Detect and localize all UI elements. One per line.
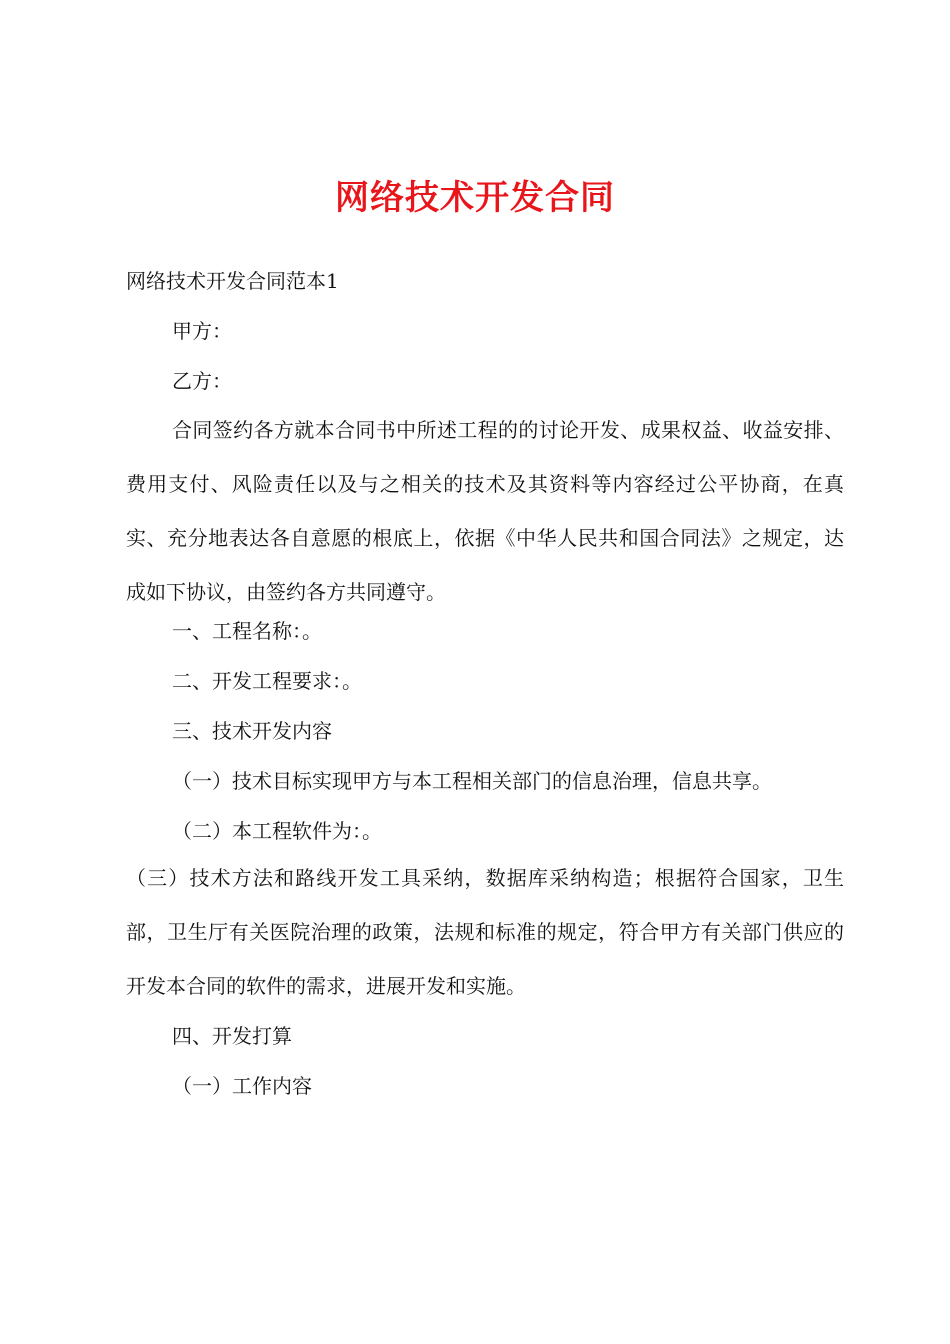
subsection-technical-method: （三）技术方法和路线开发工具采纳，数据库采纳构造；根据符合国家，卫生部，卫生厅有关医院治理的政策，法规和标准的规定，符合甲方有关部门供应的开发本合同的软件的需求，进展开发和实施。 xyxy=(126,866,844,998)
party-b-label: 乙方： xyxy=(172,369,232,393)
party-a-label: 甲方： xyxy=(172,319,232,343)
document-title: 网络技术开发合同 xyxy=(335,178,615,218)
contract-subtitle: 网络技术开发合同范本1 xyxy=(126,269,339,293)
preamble-paragraph: 合同签约各方就本合同书中所述工程的的讨论开发、成果权益、收益安排、费用支付、风险责任以及与之相关的技术及其资料等内容经过公平协商，在真实、充分地表达各自意愿的根底上，依据《中华人民共和国合同法》之规定，达成如下协议，由签约各方共同遵守。 xyxy=(126,418,844,604)
section-development-requirements: 二、开发工程要求：。 xyxy=(172,669,362,693)
section-project-name: 一、工程名称：。 xyxy=(172,619,322,643)
subsection-work-content: （一）工作内容 xyxy=(172,1074,312,1098)
section-technical-content: 三、技术开发内容 xyxy=(172,719,332,743)
section-development-plan: 四、开发打算 xyxy=(172,1024,292,1048)
subsection-software: （二）本工程软件为：。 xyxy=(172,819,382,843)
subsection-technical-goal: （一）技术目标实现甲方与本工程相关部门的信息治理，信息共享。 xyxy=(172,769,772,793)
